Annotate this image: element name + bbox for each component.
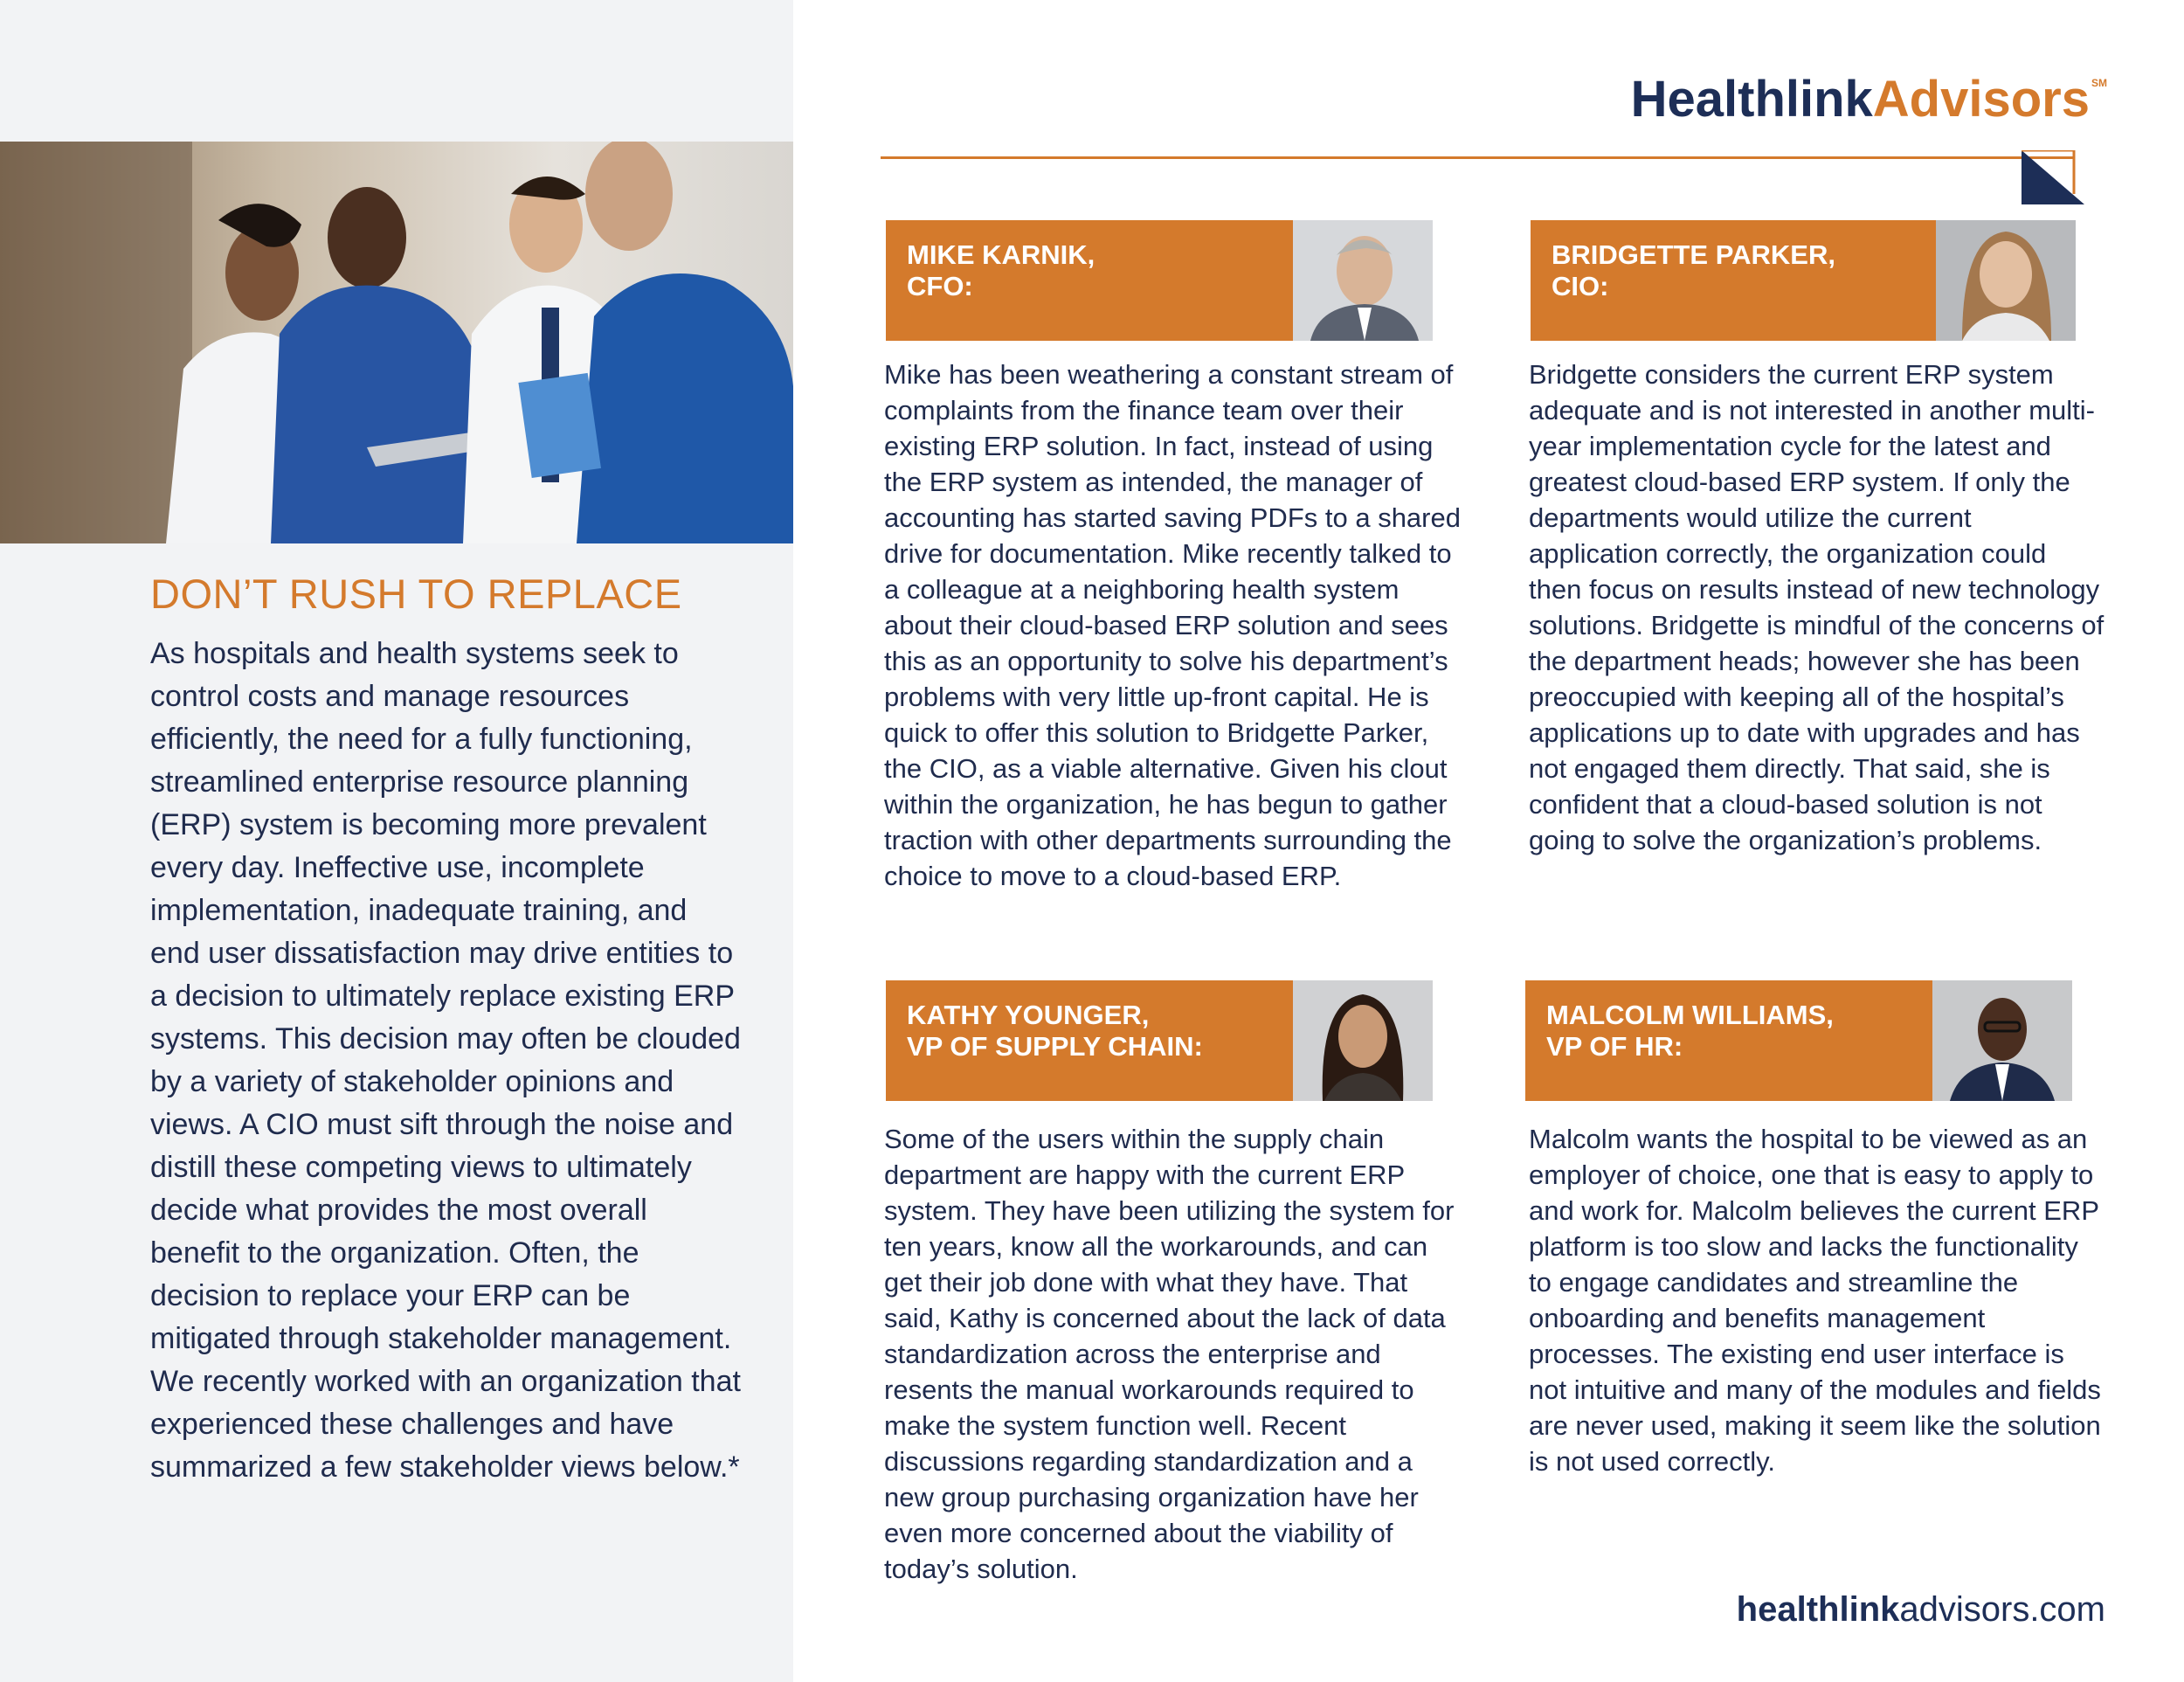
sidebar-body-text: As hospitals and health systems seek to control costs and manage resources efficiently, the need for a fully functioning, streamlined enterprise resource planning (ERP) system is becoming more prevalent every day. Ineffective use, incomplete implementation, inadequate training, and end user dissatisfaction may drive entities to a decision to ultimately replace existing ERP systems. This decision may often be clouded by a variety of stakeholder opinions and views. A CIO must sift through the noise and distill these competing views to ultimately decide what provides the most overall benefit to the organization. Often, the decision to replace your ERP can be mitigated through stakeholder management. We recently worked with an organization that experienced these challenges and have summarized a few stakeholder views below.*	[150, 637, 741, 1484]
stakeholder-name: MALCOLM WILLIAMS,	[1546, 1000, 1834, 1030]
stakeholder-role: VP OF SUPPLY CHAIN:	[907, 1031, 1203, 1062]
brand-logo	[1631, 70, 2107, 131]
stakeholder-title	[1552, 239, 1835, 302]
avatar	[1936, 220, 2076, 341]
footer-url[interactable]	[1737, 1590, 2105, 1630]
stakeholder-card-header	[886, 220, 1433, 341]
header-divider	[881, 156, 2073, 159]
stakeholder-title	[907, 239, 1095, 302]
stakeholder-body: Mike has been weathering a constant stream of complaints from the finance team over their existing ERP solution. In fact, instead of using the ERP system as intended, the manager of accounting has started saving PDFs to a shared drive for documentation. Mike recently talked to a colleague at a neighboring health system about their cloud-based ERP solution and sees this as an opportunity to solve his department’s problems with very little up-front capital. He is quick to offer this solution to Bridgette Parker, the CIO, as a viable alternative. Given his clout within the organization, he has begun to gather traction with other departments surrounding the choice to move to a cloud-based ERP.	[884, 359, 1461, 891]
stakeholder-name: KATHY YOUNGER,	[907, 1000, 1150, 1030]
stakeholder-body: Bridgette considers the current ERP system adequate and is not interested in another multi-year implementation cycle for the latest and greatest cloud-based ERP system. If only the departments would utilize the current application correctly, the organization could then focus on results instead of new technology solutions. Bridgette is mindful of the concerns of the department heads; however she has been preoccupied with keeping all of the hospital’s applications up to date with upgrades and has not engaged them directly. That said, she is confident that a cloud-based solution is not going to solve the organization’s problems.	[1529, 359, 2105, 855]
brand-service-mark: SM	[2091, 77, 2107, 89]
sidebar-panel	[0, 0, 793, 1682]
sidebar-heading: DON’T RUSH TO REPLACE	[150, 571, 682, 617]
brand-name-part2: Advisors	[1872, 71, 2090, 128]
stakeholder-name: MIKE KARNIK,	[907, 239, 1095, 270]
stakeholder-body: Malcolm wants the hospital to be viewed as an employer of choice, one that is easy to apply to and work for. Malcolm believes the current ERP platform is too slow and lacks the functionality to engage candidates and streamline the onboarding and benefits management processes. The existing end user interface is not intuitive and many of the modules and fields are never used, making it seem like the solution is not used correctly.	[1529, 1124, 2101, 1477]
stakeholder-card-header	[886, 980, 1433, 1101]
footer-url-rest: advisors.com	[1899, 1590, 2105, 1629]
stakeholder-name: BRIDGETTE PARKER,	[1552, 239, 1835, 270]
avatar	[1293, 980, 1433, 1101]
stakeholder-role: CIO:	[1552, 271, 1609, 301]
corner-accent-icon	[2022, 150, 2084, 204]
stakeholder-role: VP OF HR:	[1546, 1031, 1683, 1062]
avatar	[1293, 220, 1433, 341]
stakeholder-role: CFO:	[907, 271, 973, 301]
stakeholder-title	[907, 1000, 1203, 1062]
stakeholder-title	[1546, 1000, 1834, 1062]
brand-name-part1: Healthlink	[1630, 71, 1873, 128]
stakeholder-body: Some of the users within the supply chain department are happy with the current ERP system. They have been utilizing the system for ten years, know all the workarounds, and can get their job done with what they have. That said, Kathy is concerned about the lack of data standardization across the enterprise and resents the manual workarounds required to make the system function well. Recent discussions regarding standardization and a new group purchasing organization have her even more concerned about the viability of today’s solution.	[884, 1124, 1455, 1584]
medical-team-photo	[0, 142, 793, 543]
stakeholder-card-header	[1531, 220, 2076, 341]
avatar	[1932, 980, 2072, 1101]
footer-url-bold: healthlink	[1736, 1590, 1900, 1629]
stakeholder-card-header	[1525, 980, 2072, 1101]
